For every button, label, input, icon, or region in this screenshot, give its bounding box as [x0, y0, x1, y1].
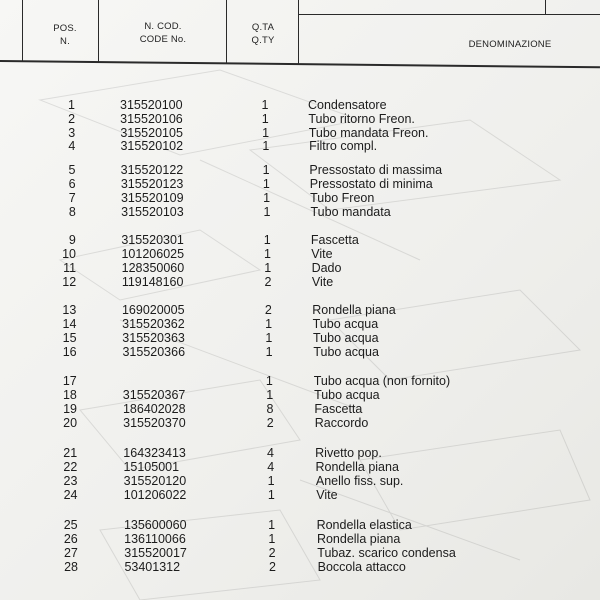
pos-cell: 6 — [68, 177, 76, 191]
code-cell: 101206025 — [121, 247, 185, 261]
code-cell: 119148160 — [121, 275, 184, 289]
pos-cell: 11 — [63, 261, 77, 275]
description-cell: Tubo mandata — [310, 205, 391, 219]
description-cell: Tubo acqua — [313, 331, 379, 345]
qty-cell: 1 — [267, 488, 275, 502]
description-cell: Condensatore — [308, 98, 387, 112]
qty-cell: 1 — [262, 177, 270, 191]
code-cell: 128350060 — [121, 261, 185, 275]
description-cell: Tubo acqua — [314, 388, 380, 402]
code-cell: 315520120 — [123, 474, 187, 488]
table-row — [0, 488, 600, 504]
code-cell: 315520102 — [120, 139, 184, 153]
pos-cell: 23 — [63, 474, 78, 488]
code-cell: 315520362 — [122, 317, 185, 331]
code-cell: 164323413 — [123, 446, 186, 460]
pos-cell: 7 — [68, 191, 76, 205]
qty-cell: 1 — [264, 261, 272, 275]
pos-cell: 13 — [62, 303, 77, 317]
qty-cell: 1 — [265, 374, 273, 388]
description-cell: Tubaz. scarico condensa — [317, 546, 456, 560]
description-cell: Tubo mandata Freon. — [308, 126, 429, 140]
description-cell: Anello fiss. sup. — [315, 474, 404, 488]
description-cell: Tubo acqua — [312, 317, 379, 331]
description-cell: Rivetto pop. — [315, 446, 382, 460]
pos-cell: 3 — [68, 126, 76, 140]
pos-cell: 14 — [62, 317, 77, 331]
description-cell: Tubo ritorno Freon. — [308, 112, 415, 126]
qty-cell: 2 — [268, 560, 276, 574]
qty-cell: 2 — [264, 303, 272, 317]
description-cell: Vite — [316, 488, 338, 502]
pos-cell: 19 — [63, 402, 77, 416]
description-cell: Pressostato di massima — [309, 163, 443, 177]
table-row — [0, 139, 600, 155]
pos-cell: 15 — [62, 331, 77, 345]
qty-cell: 1 — [262, 139, 270, 153]
pos-cell: 21 — [63, 446, 78, 460]
pos-cell: 28 — [64, 560, 78, 574]
code-cell: 15105001 — [123, 460, 180, 474]
code-cell: 101206022 — [123, 488, 187, 502]
pos-cell: 22 — [63, 460, 78, 474]
code-cell: 315520367 — [122, 388, 186, 402]
qty-cell: 1 — [268, 532, 276, 546]
header-qty: Q.TA Q.TY — [251, 22, 275, 46]
table-row — [0, 416, 600, 432]
qty-cell: 1 — [265, 345, 273, 359]
description-cell: Fascetta — [314, 402, 363, 416]
description-cell: Fascetta — [310, 233, 359, 247]
pos-cell: 24 — [63, 488, 78, 502]
description-cell: Raccordo — [314, 416, 369, 430]
header-top-rule — [298, 14, 600, 15]
code-cell: 186402028 — [122, 402, 186, 416]
table-row — [0, 205, 600, 221]
pos-cell: 12 — [62, 275, 77, 289]
qty-cell: 8 — [266, 402, 274, 416]
table-row — [0, 345, 600, 361]
pos-cell: 27 — [63, 546, 78, 560]
qty-cell: 1 — [263, 247, 271, 261]
table-row — [0, 275, 600, 291]
description-cell: Vite — [311, 247, 333, 261]
code-cell: 169020005 — [121, 303, 185, 317]
qty-cell: 1 — [263, 233, 271, 247]
qty-cell: 4 — [267, 446, 274, 460]
qty-cell: 1 — [262, 163, 270, 177]
pos-cell: 8 — [68, 205, 76, 219]
pos-cell: 16 — [62, 345, 77, 359]
code-cell: 135600060 — [123, 518, 187, 532]
qty-cell: 1 — [262, 126, 270, 140]
pos-cell: 9 — [68, 233, 76, 247]
description-cell: Rondella elastica — [316, 518, 412, 532]
qty-cell: 2 — [264, 275, 272, 289]
code-cell: 315520370 — [123, 416, 186, 430]
description-cell: Boccola attacco — [317, 560, 406, 574]
description-cell: Rondella piana — [316, 532, 401, 546]
code-cell: 315520105 — [120, 126, 183, 140]
header-pos: POS. N. — [53, 23, 77, 47]
header-divider-3 — [226, 0, 227, 63]
description-cell: Rondella piana — [315, 460, 399, 474]
code-cell: 136110066 — [124, 532, 186, 546]
description-cell: Pressostato di minima — [309, 177, 433, 191]
qty-cell: 1 — [261, 112, 269, 126]
table-row — [0, 560, 600, 576]
description-cell: Rondella piana — [312, 303, 396, 317]
description-cell: Vite — [311, 275, 334, 289]
header-divider-4 — [298, 0, 299, 64]
pos-cell: 4 — [68, 139, 76, 153]
qty-cell: 2 — [268, 546, 276, 560]
qty-cell: 1 — [263, 205, 271, 219]
description-cell: Dado — [311, 261, 342, 275]
pos-cell: 10 — [62, 247, 76, 261]
pos-cell: 26 — [63, 532, 78, 546]
code-cell: 315520123 — [120, 177, 184, 191]
code-cell: 53401312 — [124, 560, 181, 574]
code-cell: 315520017 — [124, 546, 187, 560]
code-cell: 315520363 — [122, 331, 185, 345]
description-cell: Filtro compl. — [309, 139, 378, 153]
header-code: N. COD. CODE No. — [139, 21, 187, 45]
qty-cell: 1 — [267, 474, 275, 488]
pos-cell: 18 — [62, 388, 77, 402]
qty-cell: 1 — [265, 331, 273, 345]
header-divider-2 — [98, 0, 99, 62]
pos-cell: 17 — [62, 374, 77, 388]
pos-cell: 5 — [68, 163, 76, 177]
qty-cell: 2 — [266, 416, 274, 430]
header-divider-1 — [22, 0, 23, 62]
code-cell: 315520301 — [121, 233, 184, 247]
qty-cell: 1 — [261, 98, 269, 112]
qty-cell: 1 — [266, 388, 274, 402]
code-cell: 315520103 — [121, 205, 184, 219]
header-description: DENOMINAZIONE — [468, 39, 552, 50]
qty-cell: 1 — [265, 317, 273, 331]
qty-cell: 1 — [263, 191, 271, 205]
code-cell: 315520122 — [120, 163, 184, 177]
description-cell: Tubo acqua — [313, 345, 379, 359]
pos-cell: 2 — [68, 112, 76, 126]
qty-cell: 4 — [267, 460, 275, 474]
header-divider-5 — [545, 0, 546, 14]
description-cell: Tubo Freon — [310, 191, 375, 205]
code-cell: 315520366 — [122, 345, 186, 359]
qty-cell: 1 — [268, 518, 276, 532]
code-cell: 315520100 — [120, 98, 183, 112]
pos-cell: 1 — [68, 98, 75, 112]
code-cell: 315520109 — [120, 191, 184, 205]
pos-cell: 25 — [63, 518, 78, 532]
description-cell: Tubo acqua (non fornito) — [313, 374, 451, 388]
code-cell: 315520106 — [120, 112, 183, 126]
pos-cell: 20 — [63, 416, 78, 430]
